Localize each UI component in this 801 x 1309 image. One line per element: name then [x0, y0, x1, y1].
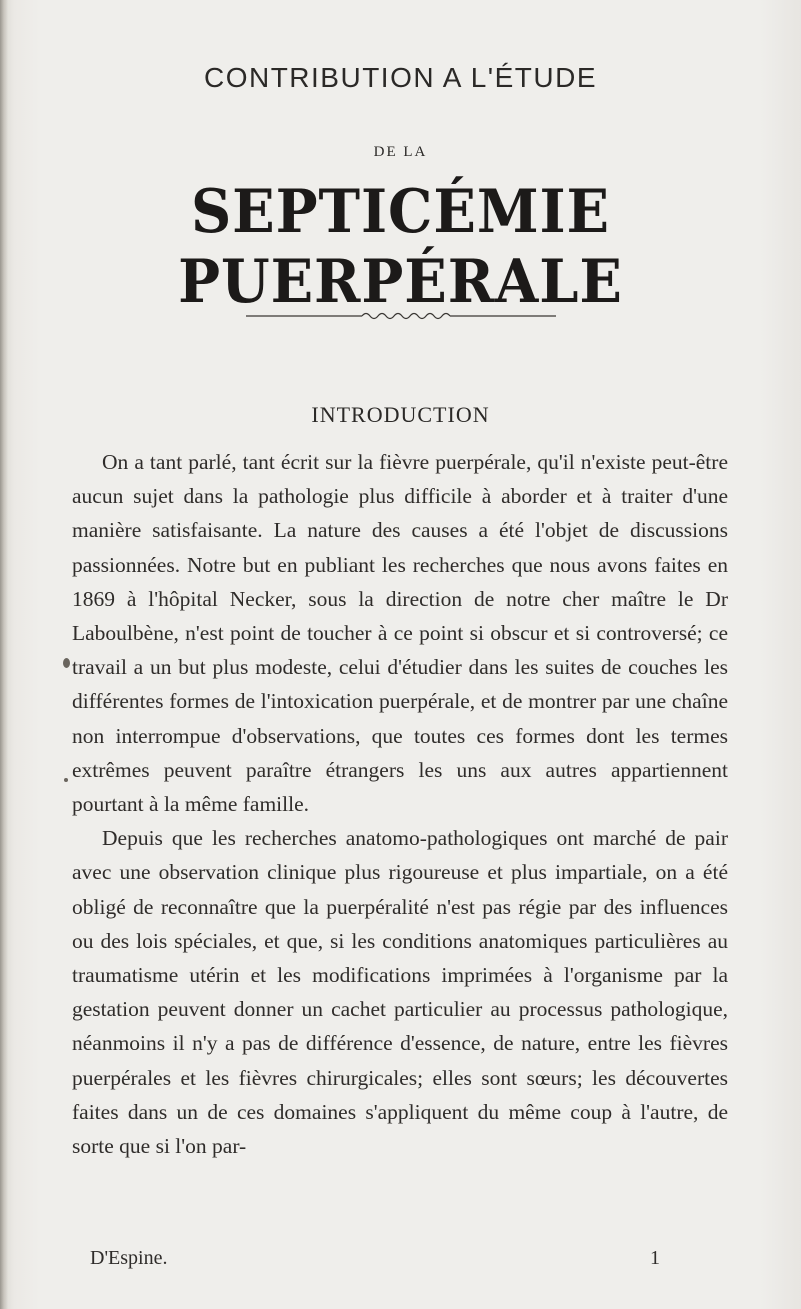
- header-line-2: DE LA: [373, 144, 428, 160]
- body-text: [72, 445, 728, 1163]
- section-title: INTRODUCTION: [311, 402, 490, 427]
- signature-mark: 1: [650, 1247, 660, 1269]
- main-title: SEPTICÉMIE PUERPÉRALE: [178, 177, 623, 317]
- paragraph-1: On a tant parlé, tant écrit sur la fièvre puerpérale, qu'il n'existe peut-être aucun sujet dans la pathologie plus difficile à aborder et à traiter d'une manière satisfaisante. La nature des causes a été l'objet de discussions passionnées. Notre but en publiant les recherches que nous avons faites en 1869 à l'hôpital Necker, sous la direction de notre cher maître le Dr Laboulbène, n'est point de toucher à ce point si obscur et si controversé; ce travail a un but plus modeste, celui d'étudier dans les suites de couches les différentes formes de l'intoxication puerpérale, et de montrer par une chaîne non interrompue d'observations, que toutes ces formes dont les termes extrêmes peuvent paraître étrangers les uns aux autres appartiennent pourtant à la même famille.: [72, 450, 728, 817]
- paper-speck: [63, 658, 70, 668]
- header-line-1: CONTRIBUTION A L'ÉTUDE: [203, 62, 598, 93]
- paragraph-2: Depuis que les recherches anatomo-pathologiques ont marché de pair avec une observation clinique plus rigoureuse et plus impartiale, on a été obligé de reconnaître que la puerpéralité n'est pas régie par des influences ou des lois spéciales, et que, si les conditions anatomiques particulières au traumatisme utérin et les modifications imprimées à l'organisme par la gestation peuvent donner un cachet particulier au processus pathologique, néanmoins il n'y a pas de différence d'essence, de nature, entre les fièvres puerpérales et les fièvres chirurgicales; elles sont sœurs; les découvertes faites dans un de ces domaines s'appliquent du même coup à l'autre, de sorte que si l'on par-: [72, 826, 728, 1159]
- footer-author: D'Espine.: [90, 1247, 168, 1269]
- paper-speck: [64, 778, 68, 782]
- title-ornament-rule: [246, 310, 556, 322]
- page-spine-shadow: [0, 0, 8, 1309]
